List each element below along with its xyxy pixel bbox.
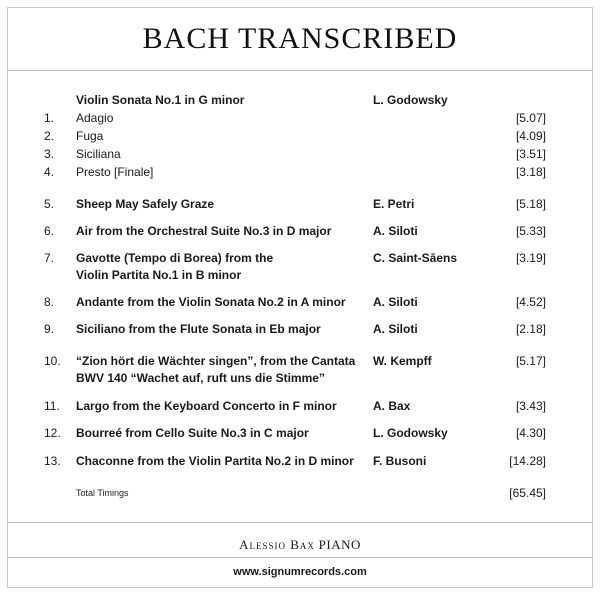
track-time: [4.30] [515,426,546,440]
track-arranger: A. Siloti [373,224,418,238]
track-number: 6. [44,224,55,238]
track-title: Bourreé from Cello Suite No.3 in C major [76,426,309,440]
track-time: [2.18] [515,322,546,336]
track-number: 3. [44,147,55,161]
footer-divider [8,522,592,523]
track-arranger: A. Siloti [373,295,418,309]
track-title: “Zion hört die Wächter singen”, from the Cantata BWV 140 “Wachet auf, ruft uns die Stimme” [76,354,356,385]
track-title: Sheep May Safely Graze [76,197,215,211]
track-time: [4.52] [515,295,546,309]
total-timings-value: [65.45] [509,486,546,500]
track-arranger: A. Siloti [373,322,418,336]
track-time: [3.18] [515,165,546,179]
track-number: 10. [44,354,61,368]
performer-credit [0,537,600,553]
track-time: [4.09] [515,129,546,143]
track-arranger: C. Saint-Sāens [373,251,458,265]
track-number: 9. [44,322,55,336]
track-arranger: L. Godowsky [373,426,448,440]
track-time: [5.17] [515,354,546,368]
track-number: 11. [44,399,60,413]
track-title: Siciliano from the Flute Sonata in Eb major [76,322,321,336]
track-arranger: L. Godowsky [373,93,448,107]
track-title: Gavotte (Tempo di Borea) from the Violin Partita No.1 in B minor [76,251,274,282]
track-time: [5.33] [515,224,546,238]
track-time: [5.18] [515,197,546,211]
track-time: [14.28] [509,454,546,468]
website-url: www.signumrecords.com [233,566,367,578]
track-time: [5.07] [515,111,546,125]
track-number: 12. [44,426,61,440]
track-number: 8. [44,295,55,309]
track-title: Violin Sonata No.1 in G minor [76,93,245,107]
track-time: [3.51] [515,147,546,161]
track-number: 1. [44,111,55,125]
track-number: 4. [44,165,55,179]
track-title: Largo from the Keyboard Concerto in F minor [76,399,337,413]
track-time: [3.19] [515,251,546,265]
track-arranger: F. Busoni [373,454,427,468]
track-number: 2. [44,129,55,143]
track-number: 5. [44,197,55,211]
track-title: Siciliana [76,147,121,161]
total-timings-label: Total Timings [76,488,129,498]
title-divider [8,70,592,71]
track-title: Fuga [76,129,104,143]
performer-instrument: PIANO [318,537,361,552]
track-arranger: E. Petri [373,197,415,211]
track-title: Air from the Orchestral Suite No.3 in D major [76,224,332,238]
track-title: Andante from the Violin Sonata No.2 in A minor [76,295,346,309]
track-arranger: W. Kempff [373,354,432,368]
track-time: [3.43] [515,399,546,413]
album-title: BACH TRANSCRIBED [142,22,458,55]
track-title: Presto [Finale] [76,165,154,179]
track-number: 7. [44,251,55,265]
track-title: Adagio [76,111,114,125]
track-title: Chaconne from the Violin Partita No.2 in D minor [76,454,354,468]
track-number: 13. [44,454,61,468]
url-divider [8,557,592,558]
performer-name: Alessio Bax [239,537,315,552]
track-arranger: A. Bax [373,399,411,413]
